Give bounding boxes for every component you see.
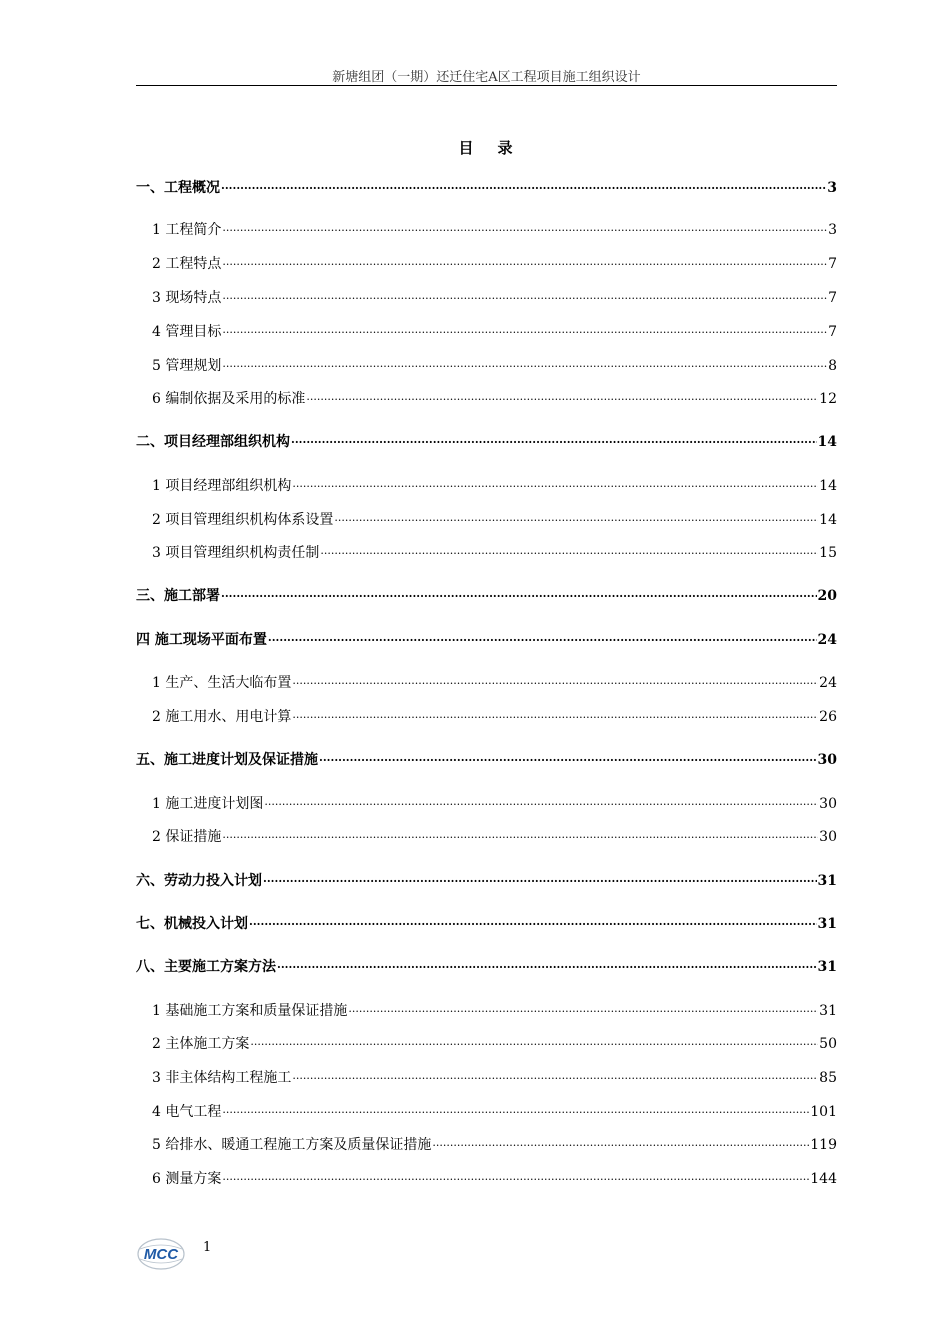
- toc-entry-label: 3 非主体结构工程施工: [152, 1070, 292, 1086]
- toc-dot-leader: [222, 248, 827, 268]
- toc-title-char-1: 目: [458, 139, 476, 157]
- toc-chapter-entry[interactable]: [136, 908, 837, 932]
- toc-entry-page: 3: [827, 180, 837, 196]
- toc-entry-page: 7: [828, 290, 837, 306]
- page-number: 1: [203, 1240, 212, 1255]
- toc-entry-label: 一、工程概况: [136, 180, 220, 196]
- svg-text:MCC: MCC: [143, 1246, 179, 1263]
- mcc-logo-icon: [136, 1237, 186, 1271]
- toc-entry-page: 20: [817, 588, 837, 604]
- toc-entry-label: 2 项目管理组织机构体系设置: [152, 512, 334, 528]
- toc-entry-page: 14: [817, 434, 837, 450]
- toc-section-entry[interactable]: [136, 316, 837, 340]
- toc-entry-label: 2 主体施工方案: [152, 1036, 250, 1052]
- toc-entry-page: 31: [817, 873, 837, 889]
- toc-dot-leader: [291, 426, 817, 446]
- toc-entry-page: 12: [819, 391, 837, 407]
- toc-chapter-entry[interactable]: [136, 426, 837, 450]
- toc-entry-page: 31: [817, 959, 837, 975]
- toc-section-entry[interactable]: [136, 1096, 837, 1120]
- toc-section-entry[interactable]: [136, 788, 837, 812]
- toc-entry-page: 14: [819, 512, 837, 528]
- toc-dot-leader: [222, 350, 827, 370]
- toc-dot-leader: [250, 1028, 818, 1048]
- toc-entry-label: 1 生产、生活大临布置: [152, 675, 292, 691]
- toc-entry-label: 1 项目经理部组织机构: [152, 478, 292, 494]
- toc-entry-page: 24: [819, 675, 837, 691]
- toc-dot-leader: [334, 504, 818, 524]
- toc-dot-leader: [348, 995, 818, 1015]
- toc-entry-page: 7: [828, 324, 837, 340]
- toc-entry-page: 3: [828, 222, 837, 238]
- toc-entry-page: 8: [828, 358, 837, 374]
- toc-entry-page: 101: [810, 1104, 837, 1120]
- toc-entry-label: 1 基础施工方案和质量保证措施: [152, 1003, 348, 1019]
- toc-section-entry[interactable]: [136, 383, 837, 407]
- toc-dot-leader: [277, 951, 817, 971]
- toc-dot-leader: [221, 172, 826, 192]
- toc-dot-leader: [222, 1096, 809, 1116]
- toc-section-entry[interactable]: [136, 1163, 837, 1187]
- header-rule: [136, 85, 837, 86]
- toc-entry-page: 31: [817, 916, 837, 932]
- toc-dot-leader: [221, 580, 817, 600]
- toc-dot-leader: [432, 1129, 809, 1149]
- toc-dot-leader: [222, 1163, 809, 1183]
- toc-dot-leader: [222, 214, 827, 234]
- toc-entry-label: 六、劳动力投入计划: [136, 873, 262, 889]
- toc-entry-label: 三、施工部署: [136, 588, 220, 604]
- toc-chapter-entry[interactable]: [136, 580, 837, 604]
- toc-section-entry[interactable]: [136, 214, 837, 238]
- toc-dot-leader: [222, 821, 818, 841]
- toc-entry-page: 30: [819, 796, 837, 812]
- toc-dot-leader: [306, 383, 818, 403]
- toc-section-entry[interactable]: [136, 821, 837, 845]
- toc-entry-label: 5 管理规划: [152, 358, 222, 374]
- toc-entry-label: 3 项目管理组织机构责任制: [152, 545, 320, 561]
- toc-entry-page: 7: [828, 256, 837, 272]
- toc-section-entry[interactable]: [136, 701, 837, 725]
- toc-entry-label: 6 测量方案: [152, 1171, 222, 1187]
- toc-entry-label: 6 编制依据及采用的标准: [152, 391, 306, 407]
- toc-dot-leader: [268, 624, 817, 644]
- toc-dot-leader: [319, 744, 817, 764]
- toc-entry-label: 五、施工进度计划及保证措施: [136, 752, 318, 768]
- toc-entry-page: 14: [819, 478, 837, 494]
- toc-entry-page: 119: [810, 1137, 837, 1153]
- toc-section-entry[interactable]: [136, 1028, 837, 1052]
- toc-chapter-entry[interactable]: [136, 172, 837, 196]
- toc-section-entry[interactable]: [136, 350, 837, 374]
- toc-entry-page: 31: [819, 1003, 837, 1019]
- toc-entry-page: 144: [810, 1171, 837, 1187]
- toc-chapter-entry[interactable]: [136, 951, 837, 975]
- toc-entry-label: 5 给排水、暖通工程施工方案及质量保证措施: [152, 1137, 432, 1153]
- toc-entry-page: 30: [819, 829, 837, 845]
- toc-entry-page: 24: [817, 632, 837, 648]
- toc-dot-leader: [222, 316, 827, 336]
- toc-entry-label: 1 施工进度计划图: [152, 796, 264, 812]
- toc-section-entry[interactable]: [136, 504, 837, 528]
- toc-entry-page: 50: [819, 1036, 837, 1052]
- toc-entry-label: 四 施工现场平面布置: [136, 632, 267, 648]
- toc-section-entry[interactable]: [136, 470, 837, 494]
- toc-dot-leader: [263, 865, 817, 885]
- toc-entry-label: 2 施工用水、用电计算: [152, 709, 292, 725]
- toc-dot-leader: [292, 470, 818, 490]
- toc-title: [136, 137, 837, 158]
- toc-entry-page: 26: [819, 709, 837, 725]
- toc-dot-leader: [320, 537, 818, 557]
- toc-entry-label: 七、机械投入计划: [136, 916, 248, 932]
- toc-section-entry[interactable]: [136, 537, 837, 561]
- toc-section-entry[interactable]: [136, 667, 837, 691]
- toc-section-entry[interactable]: [136, 1062, 837, 1086]
- toc-entry-label: 2 工程特点: [152, 256, 222, 272]
- toc-entry-label: 1 工程简介: [152, 222, 222, 238]
- toc-entry-label: 4 电气工程: [152, 1104, 222, 1120]
- toc-dot-leader: [292, 701, 818, 721]
- toc-entry-page: 30: [817, 752, 837, 768]
- toc-entry-page: 15: [819, 545, 837, 561]
- toc-entry-label: 2 保证措施: [152, 829, 222, 845]
- toc-dot-leader: [292, 1062, 818, 1082]
- toc-chapter-entry[interactable]: [136, 624, 837, 648]
- toc-section-entry[interactable]: [136, 282, 837, 306]
- toc-entry-label: 3 现场特点: [152, 290, 222, 306]
- toc-chapter-entry[interactable]: [136, 744, 837, 768]
- toc-dot-leader: [292, 667, 818, 687]
- running-header: 新塘组团（一期）还迁住宅A区工程项目施工组织设计: [332, 70, 641, 85]
- toc-section-entry[interactable]: [136, 995, 837, 1019]
- toc-dot-leader: [264, 788, 818, 808]
- toc-entry-label: 八、主要施工方案方法: [136, 959, 276, 975]
- toc-entry-page: 85: [819, 1070, 837, 1086]
- toc-entry-label: 二、项目经理部组织机构: [136, 434, 290, 450]
- toc-dot-leader: [222, 282, 827, 302]
- toc-section-entry[interactable]: [136, 1129, 837, 1153]
- toc-entry-label: 4 管理目标: [152, 324, 222, 340]
- toc-title-char-2: 录: [497, 139, 515, 157]
- toc-chapter-entry[interactable]: [136, 865, 837, 889]
- toc-section-entry[interactable]: [136, 248, 837, 272]
- toc-dot-leader: [249, 908, 817, 928]
